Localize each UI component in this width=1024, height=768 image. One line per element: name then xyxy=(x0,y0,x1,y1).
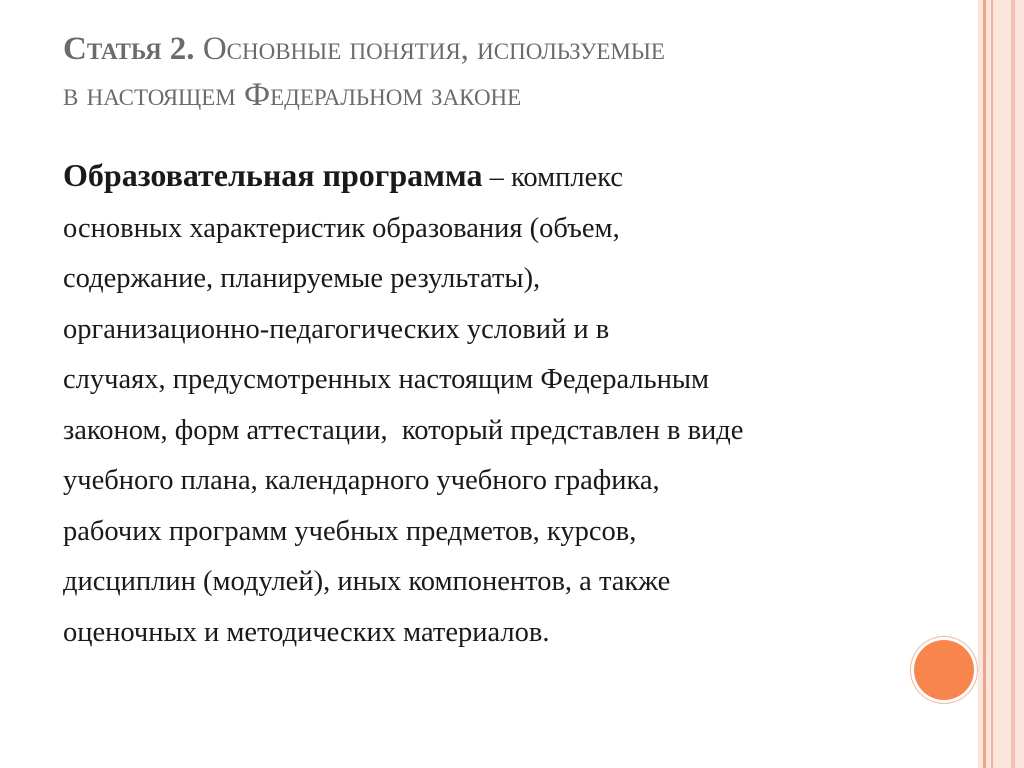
defined-term: Образовательная программа xyxy=(63,157,483,193)
slide-title-line-2: в настоящем Федеральном законе xyxy=(63,77,522,113)
definition-line: рабочих программ учебных предметов, курсов, xyxy=(63,515,637,547)
slide-title xyxy=(63,26,943,118)
definition-line: случаях, предусмотренных настоящим Федеральным xyxy=(63,364,710,395)
definition-line-text: – комплекс xyxy=(482,162,624,193)
definition-line: учебного плана, календарного учебного графика, xyxy=(63,465,660,496)
decorative-rule xyxy=(991,0,993,768)
definition-line: законом, форм аттестации, который представлен в виде xyxy=(63,414,744,446)
title-text: Основные понятия, используемые xyxy=(194,31,665,67)
definition-line: организационно-педагогических условий и в xyxy=(63,313,610,345)
definition-line xyxy=(63,150,943,204)
slide-title-line-1 xyxy=(63,26,943,72)
definition-line: оценочных и методических материалов. xyxy=(63,616,550,648)
definition-line: содержание, планируемые результаты), xyxy=(63,263,541,294)
article-number: Статья 2. xyxy=(63,31,195,67)
definition-text xyxy=(63,150,943,658)
decorative-rule xyxy=(983,0,986,768)
definition-line: основных характеристик образования (объем, xyxy=(63,212,620,244)
definition-line: дисциплин (модулей), иных компонентов, а также xyxy=(63,566,671,597)
decorative-rule xyxy=(1011,0,1015,768)
